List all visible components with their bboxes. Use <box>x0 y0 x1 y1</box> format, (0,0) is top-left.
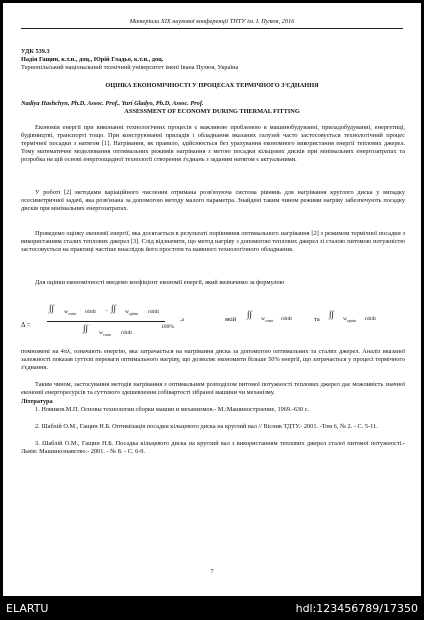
udc-code: УДК 539.3 <box>21 48 50 55</box>
num-rdrdt-2: rdrdt <box>148 309 159 315</box>
header-rule <box>21 28 403 29</box>
paragraph-comparison: Проведемо оцінку економії енергії, яка досягається в результаті порівняння оптимального нагрівання [2] з режимом термічної посадки з використанням сталих теплових джерел [3]. Слід відзначити, що метод нагріву з допомогою теплових джерел зі сталою питомою потужністю застосовується на практиці частіше внаслідок його простоти та наявного технологічного обладнання. <box>21 230 405 254</box>
reference-item: 1. Новиков.М.П. Основы технологии сборки машин и механизмов.- М.:Машиностроение, 1969.-630 с. <box>35 406 310 413</box>
times-100: 100% <box>161 324 175 330</box>
authors-en: Nadiya Hashchyn, Ph.D, Assoc. Prof., Yuri Gladyo, Ph.D, Assoc. Prof. <box>21 100 204 107</box>
integral-sign-3: ∫∫ <box>83 323 88 333</box>
den-w-const: $w_{const}$ <box>99 330 112 338</box>
literature-heading: Література <box>21 398 53 405</box>
reference-item: 3. Шаблій О.М., Гащин Н.Б. Посадка кільцевого диска на круглий вал з використанням теплових джерел сталої питомої потужності.- Львів: Машинознавство.- 2001. - № 8. - С. 6-9. <box>21 440 405 456</box>
integral-sign-2: ∫∫ <box>111 303 116 313</box>
title-ua: ОЦІНКА ЕКОНОМІЧНОСТІ У ПРОЦЕСАХ ТЕРМІЧНОГО З'ЄДНАННЯ <box>105 82 319 89</box>
int1-w-const: $w_{const}$ <box>261 316 274 324</box>
fraction-bar <box>47 321 165 322</box>
paragraph-conclusion: Таким чином, застосування методів нагрівання з оптимальним розподілом питомої потужності теплових джерел дає можливість значної економії енергоресурсів та суттєвого здешевлення собівартості зібраної машини чи механізму. <box>21 381 405 397</box>
running-header: Матеріали XIX наукової конференції ТНТУ ім. І. Пулюя, 2016 <box>129 18 295 25</box>
integral-sign-4: ∫∫ <box>247 309 252 319</box>
word-and: та <box>314 316 320 323</box>
word-yakii: якій <box>225 316 237 323</box>
paragraph-intro: Економія енергії при виконанні технологічних процесів є важливою проблемою в машинобудуванні, приладобудуванні, енергетиці, будівництві, транспорті тощо. При конструюванні приладів і обладнання вказаних галузей часто застосовується технологічний процес термічної посадки з натягом [1]. Нагрівання, як правило, здійснюється без урахування економного використання енергії теплових джерел. Тому математичне моделювання оптимальних режимів нагрівання з метою посадки кільцевих дисків при мінімальних енергозатратах та розробка на цій основі енергоощадної технології створення з'єднань з заданим натягом є актуальними. <box>21 124 405 164</box>
formula-comma: ,a <box>180 317 184 323</box>
num-rdrdt: rdrdt <box>85 309 96 315</box>
integral-sign: ∫∫ <box>49 303 54 313</box>
footer-handle: hdl:123456789/17350 <box>295 602 418 615</box>
viewer-footer-bar <box>0 596 424 620</box>
footer-repository-label: ELARTU <box>6 602 49 615</box>
integral-sign-5: ∫∫ <box>329 309 334 319</box>
paper-page <box>3 3 421 596</box>
paragraph-analysis: помножені на 4πλ, означають енергію, яка затрачається на нагрівання диска за допомогою оптимальних та сталих джерел. Аналіз вказаної залежності показав суттєві переваги оптимального нагріву, що дозволяє економити більше 50% енергії, що затрачається у процесі термічного з'єднання. <box>21 348 405 372</box>
den-rdrdt: rdrdt <box>121 330 132 336</box>
num-w-const: $w_{const}$ <box>64 309 77 317</box>
int1-rdrdt: rdrdt <box>281 316 292 322</box>
paragraph-method: У роботі [2] методами варіаційного числення отримана розв'язуюча система рівнянь для нагрівання круглого диска у випадку осесиметричної задачі, яка розв'язана за допомогою методу малого параметра. Знайдені таким чином режими нагріву забезпечують посадку дисків при мінімальних енергозатратах. <box>21 189 405 213</box>
affiliation: Тернопільський національний технічний університет імені Івана Пулюя, Україна <box>21 64 239 71</box>
title-en: ASSESSMENT OF ECONOMY DURING THERMAL FITTING <box>124 108 300 115</box>
num-w-optim: $w_{optim}$ <box>125 309 138 317</box>
authors-ua: Надія Гащин, к.т.н., доц., Юрій Гладьо, к.т.н., доц. <box>21 56 164 63</box>
formula-delta: Δ = <box>21 322 31 329</box>
page-number: 7 <box>210 568 214 575</box>
int2-w-optim: $w_{optim}$ <box>343 316 356 324</box>
num-minus: − <box>105 308 109 314</box>
reference-item: 2. Шаблій О.М., Гащин Н.Б. Оптимізація посадки кільцевого диска на круглий вал // Вісник ТДТУ.- 2001. -Том 6, № 2. - С. 5-11. <box>35 423 378 430</box>
paragraph-formula-intro: Для оцінки економічності введемо коефіцієнт економії енергії, який визначимо за формулою <box>35 279 285 286</box>
int2-rdrdt: rdrdt <box>365 316 376 322</box>
